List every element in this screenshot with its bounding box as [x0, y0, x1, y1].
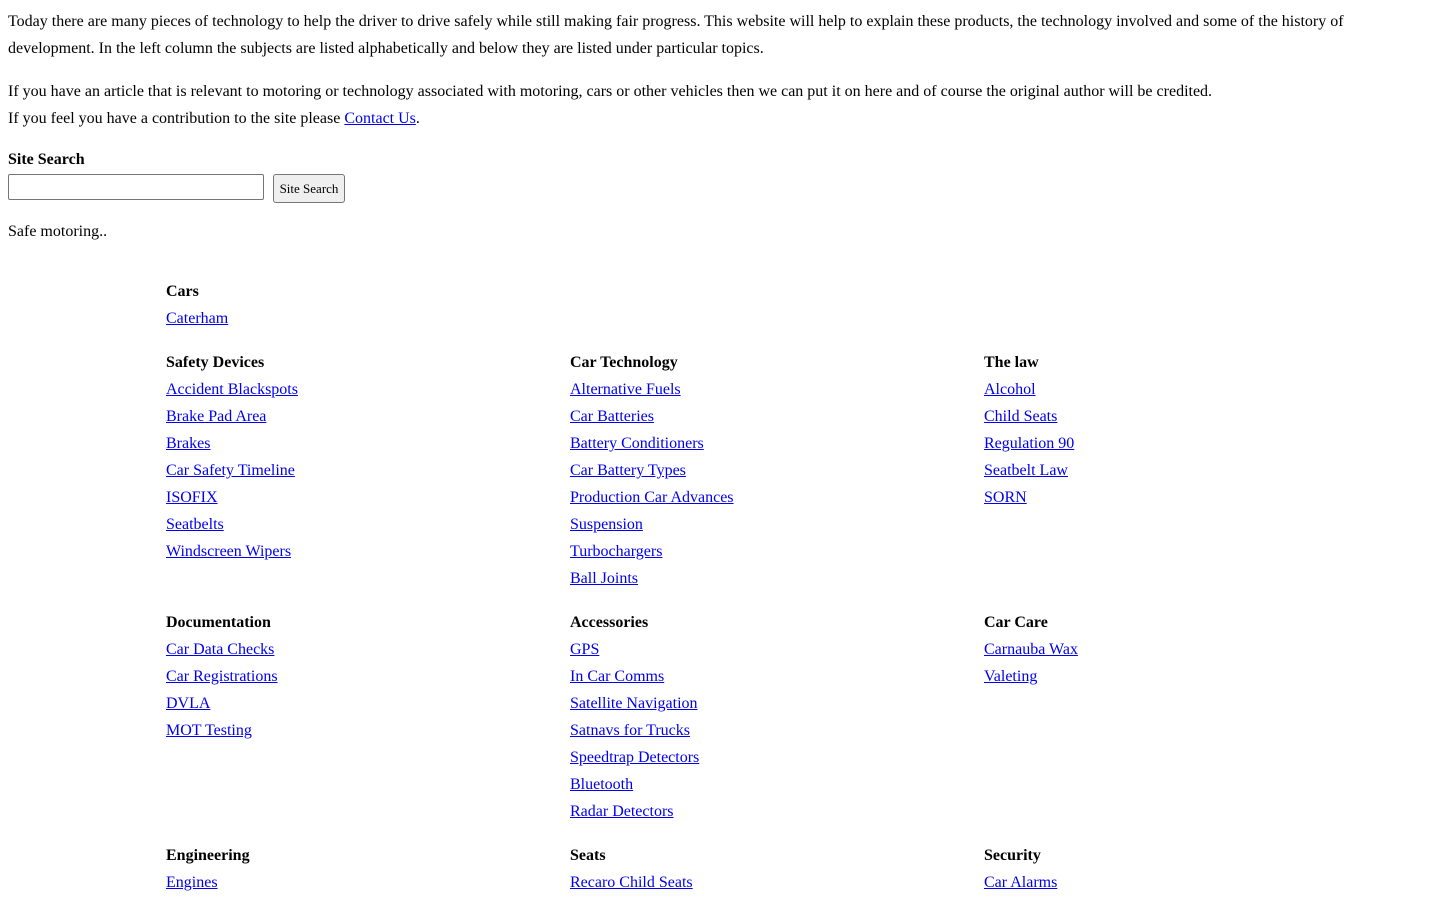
topic-title: The law [984, 354, 1039, 371]
topic-link-child-seats[interactable]: Child Seats [984, 408, 1058, 425]
topic-link-car-data-checks[interactable]: Car Data Checks [166, 641, 275, 658]
topic-link-satnavs-for-trucks[interactable]: Satnavs for Trucks [570, 722, 691, 739]
topic-link-turbochargers[interactable]: Turbochargers [570, 543, 663, 560]
topic-safety-devices [166, 349, 546, 565]
topic-link-brakes[interactable]: Brakes [166, 435, 211, 452]
topic-link-seatbelt-law[interactable]: Seatbelt Law [984, 462, 1068, 479]
topic-link-list [570, 636, 950, 825]
tagline: Safe motoring.. [8, 223, 108, 240]
topic-cars [166, 278, 546, 332]
contribution-text: If you have an article that is relevant to motoring or technology associated with motoring, cars or other vehicles then we can put it on here and of course the original author will be credited. [8, 83, 1213, 100]
topic-link-list [570, 376, 950, 592]
intro-paragraph: Today there are many pieces of technology to help the driver to drive safely while still making fair progress. This website will help to explain these products, the technology involved and some of the history of development. In the left column the subjects are listed alphabetically and below they are listed under particular topics. [8, 13, 1344, 57]
topic-link-list [166, 376, 546, 565]
topic-title: Security [984, 847, 1041, 864]
topic-seats [570, 842, 950, 896]
topic-car-technology [570, 349, 950, 592]
contact-us-link[interactable]: Contact Us [344, 110, 416, 127]
topic-link-engines[interactable]: Engines [166, 874, 218, 891]
site-search-heading: Site Search [8, 151, 85, 168]
topic-link-caterham[interactable]: Caterham [166, 310, 229, 327]
topic-link-gps[interactable]: GPS [570, 641, 600, 658]
topic-title: Documentation [166, 614, 271, 631]
topic-link-bluetooth[interactable]: Bluetooth [570, 776, 634, 793]
topic-link-alternative-fuels[interactable]: Alternative Fuels [570, 381, 681, 398]
topic-link-battery-conditioners[interactable]: Battery Conditioners [570, 435, 704, 452]
topic-link-alcohol[interactable]: Alcohol [984, 381, 1036, 398]
topic-link-mot-testing[interactable]: MOT Testing [166, 722, 252, 739]
topic-link-car-batteries[interactable]: Car Batteries [570, 408, 654, 425]
topic-link-list [984, 869, 1364, 896]
topic-link-ball-joints[interactable]: Ball Joints [570, 570, 639, 587]
topic-link-car-registrations[interactable]: Car Registrations [166, 668, 278, 685]
topic-car-care [984, 609, 1364, 690]
topic-link-isofix[interactable]: ISOFIX [166, 489, 218, 506]
topic-link-production-car-advances[interactable]: Production Car Advances [570, 489, 734, 506]
topic-link-list [166, 636, 546, 744]
topic-link-list [984, 636, 1364, 690]
topic-link-regulation-90[interactable]: Regulation 90 [984, 435, 1075, 452]
topic-link-accident-blackspots[interactable]: Accident Blackspots [166, 381, 298, 398]
topic-link-list [166, 869, 546, 896]
topic-link-suspension[interactable]: Suspension [570, 516, 643, 533]
topic-security [984, 842, 1364, 896]
topic-title: Engineering [166, 847, 250, 864]
topic-title: Car Technology [570, 354, 678, 371]
topic-engineering [166, 842, 546, 896]
topic-title: Seats [570, 847, 606, 864]
topic-link-brake-pad-area[interactable]: Brake Pad Area [166, 408, 267, 425]
contribution-suffix: . [415, 110, 420, 127]
topic-link-radar-detectors[interactable]: Radar Detectors [570, 803, 674, 820]
topic-link-car-safety-timeline[interactable]: Car Safety Timeline [166, 462, 295, 479]
topic-link-list [570, 869, 950, 896]
topic-link-carnauba-wax[interactable]: Carnauba Wax [984, 641, 1078, 658]
topic-the-law [984, 349, 1364, 511]
topic-documentation [166, 609, 546, 744]
topic-link-valeting[interactable]: Valeting [984, 668, 1038, 685]
topic-title: Safety Devices [166, 354, 265, 371]
topic-link-car-battery-types[interactable]: Car Battery Types [570, 462, 686, 479]
topic-link-car-alarms[interactable]: Car Alarms [984, 874, 1058, 891]
topic-link-speedtrap-detectors[interactable]: Speedtrap Detectors [570, 749, 700, 766]
topic-title: Car Care [984, 614, 1048, 631]
topic-link-list [984, 376, 1364, 511]
page-content [8, 0, 1432, 900]
topic-title: Cars [166, 283, 199, 300]
topic-link-sorn[interactable]: SORN [984, 489, 1027, 506]
topic-link-recaro-child-seats[interactable]: Recaro Child Seats [570, 874, 693, 891]
site-search-button[interactable]: Site Search [273, 174, 345, 203]
topic-link-dvla[interactable]: DVLA [166, 695, 211, 712]
topic-link-windscreen-wipers[interactable]: Windscreen Wipers [166, 543, 292, 560]
topic-link-seatbelts[interactable]: Seatbelts [166, 516, 224, 533]
site-search-input[interactable] [8, 174, 264, 200]
topic-accessories [570, 609, 950, 825]
topic-link-satellite-navigation[interactable]: Satellite Navigation [570, 695, 698, 712]
contribution-prompt: If you feel you have a contribution to the site please [8, 110, 345, 127]
topic-link-in-car-comms[interactable]: In Car Comms [570, 668, 665, 685]
contribution-paragraph [8, 78, 1368, 132]
topic-link-list [166, 305, 546, 332]
topic-title: Accessories [570, 614, 649, 631]
